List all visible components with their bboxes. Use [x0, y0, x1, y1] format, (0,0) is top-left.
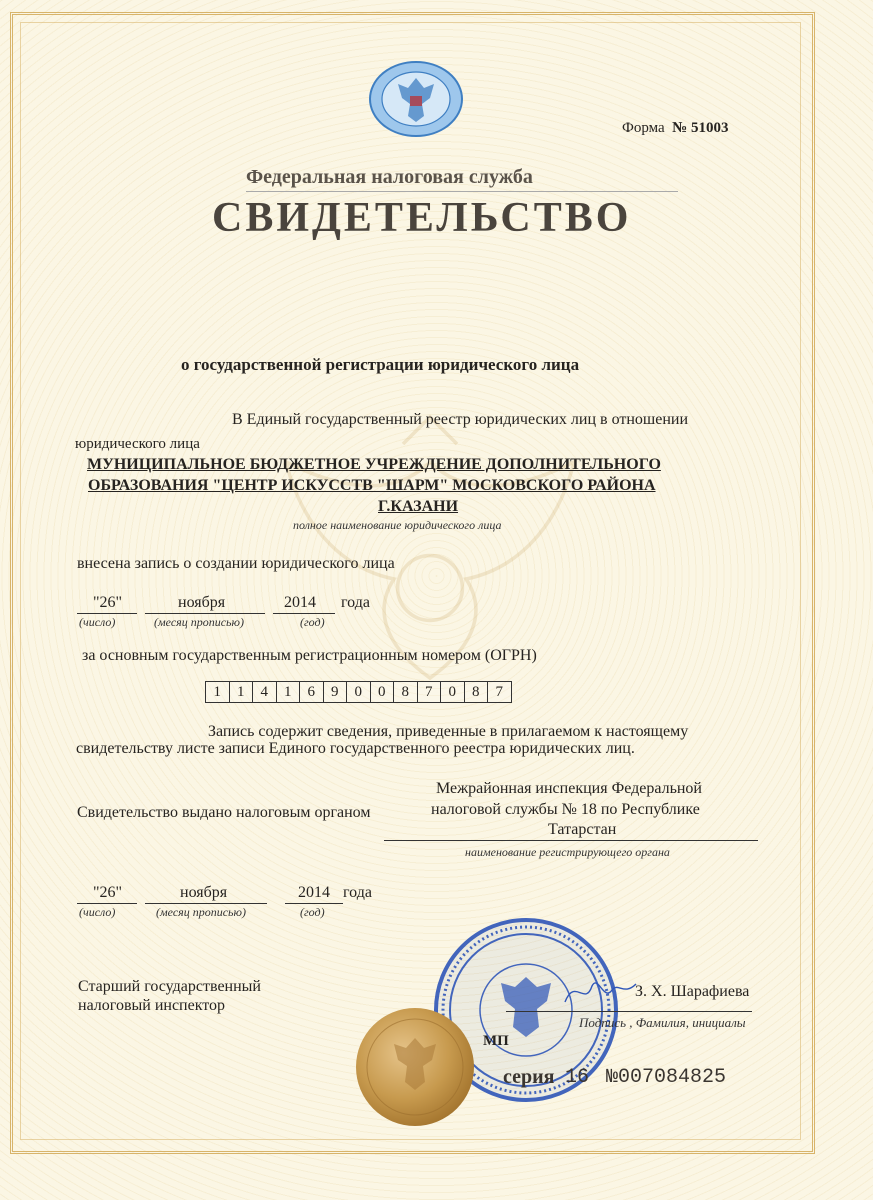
- issuer-name-line-2: налоговой службы № 18 по Республике: [431, 801, 700, 818]
- date2-day: "26": [93, 884, 123, 901]
- service-name: Федеральная налоговая служба: [246, 166, 533, 188]
- gold-seal-icon: [354, 1006, 476, 1128]
- date1-year: 2014: [284, 594, 316, 611]
- issuer-label: Свидетельство выдано налоговым органом: [77, 804, 371, 821]
- date2-year-caption: (год): [300, 905, 325, 919]
- service-underline: [246, 191, 678, 192]
- serial-series: 16: [565, 1066, 590, 1089]
- date2-day-caption: (число): [79, 905, 116, 919]
- entity-name-line-3: Г.КАЗАНИ: [378, 498, 459, 515]
- ogrn-digit: 1: [276, 681, 301, 703]
- ogrn-digit: 1: [205, 681, 230, 703]
- mp-label: МП: [483, 1033, 509, 1049]
- ogrn-digit: 8: [464, 681, 489, 703]
- date2-year-word: года: [343, 884, 372, 901]
- ogrn-digit: 6: [299, 681, 324, 703]
- date2-day-line: [77, 903, 137, 904]
- ogrn-digit: 9: [323, 681, 348, 703]
- entity-name-line-2: ОБРАЗОВАНИЯ "ЦЕНТР ИСКУССТВ "ШАРМ" МОСКОВСКОГО РАЙОНА: [88, 477, 656, 494]
- date1-month: ноября: [178, 594, 226, 611]
- ogrn-digit: 1: [229, 681, 254, 703]
- ogrn-label: за основным государственным регистрационным номером (ОГРН): [82, 647, 537, 664]
- certificate-subtitle: о государственной регистрации юридического лица: [181, 355, 580, 374]
- date1-year-word: года: [341, 594, 370, 611]
- signature-caption: Подпись , Фамилия, инициалы: [579, 1015, 746, 1030]
- signer-position-line-2: налоговый инспектор: [78, 997, 226, 1014]
- date2-month-caption: (месяц прописью): [156, 905, 246, 919]
- record-note-line-1: Запись содержит сведения, приведенные в прилагаемом к настоящему: [208, 723, 689, 740]
- form-number: № 51003: [672, 120, 729, 136]
- issuer-name-line-3: Татарстан: [548, 821, 617, 838]
- date1-day-line: [77, 613, 137, 614]
- fns-emblem-icon: [368, 60, 464, 138]
- ogrn-digit: 7: [487, 681, 512, 703]
- record-note-line-2: свидетельству листе записи Единого государственного реестра юридических лиц.: [76, 740, 635, 757]
- ogrn-digit: 0: [346, 681, 371, 703]
- date1-year-line: [273, 613, 335, 614]
- ogrn-digit: 7: [417, 681, 442, 703]
- signature-line: [506, 1011, 752, 1012]
- issuer-line: [384, 840, 758, 841]
- signer-position-line-1: Старший государственный: [78, 978, 261, 995]
- ogrn-digit: 0: [440, 681, 465, 703]
- certificate-title: СВИДЕТЕЛЬСТВО: [212, 195, 632, 241]
- intro-text-2: юридического лица: [75, 436, 200, 452]
- date2-month-line: [145, 903, 267, 904]
- ogrn-grid: [206, 681, 512, 703]
- form-label: Форма № 51003: [622, 120, 729, 136]
- date1-month-caption: (месяц прописью): [154, 615, 244, 629]
- date2-year: 2014: [298, 884, 330, 901]
- ogrn-digit: 0: [370, 681, 395, 703]
- date1-month-line: [145, 613, 265, 614]
- signer-name: З. Х. Шарафиева: [635, 983, 750, 1000]
- ogrn-digit: 8: [393, 681, 418, 703]
- serial-number: №007084825: [606, 1066, 727, 1089]
- date1-day: "26": [93, 594, 123, 611]
- intro-text: В Единый государственный реестр юридических лиц в отношении: [232, 411, 689, 428]
- handwritten-signature: [560, 972, 640, 1012]
- issuer-name-line-1: Межрайонная инспекция Федеральной: [436, 780, 702, 797]
- serial-label: серия: [503, 1066, 555, 1088]
- date2-year-line: [285, 903, 343, 904]
- ogrn-digit: 4: [252, 681, 277, 703]
- date1-year-caption: (год): [300, 615, 325, 629]
- entity-name-line-1: МУНИЦИПАЛЬНОЕ БЮДЖЕТНОЕ УЧРЕЖДЕНИЕ ДОПОЛНИТЕЛЬНОГО: [87, 456, 661, 473]
- date2-month: ноября: [180, 884, 228, 901]
- date1-day-caption: (число): [79, 615, 116, 629]
- issuer-caption: наименование регистрирующего органа: [465, 845, 670, 859]
- entity-name-caption: полное наименование юридического лица: [293, 518, 502, 532]
- record-text: внесена запись о создании юридического лица: [77, 555, 395, 572]
